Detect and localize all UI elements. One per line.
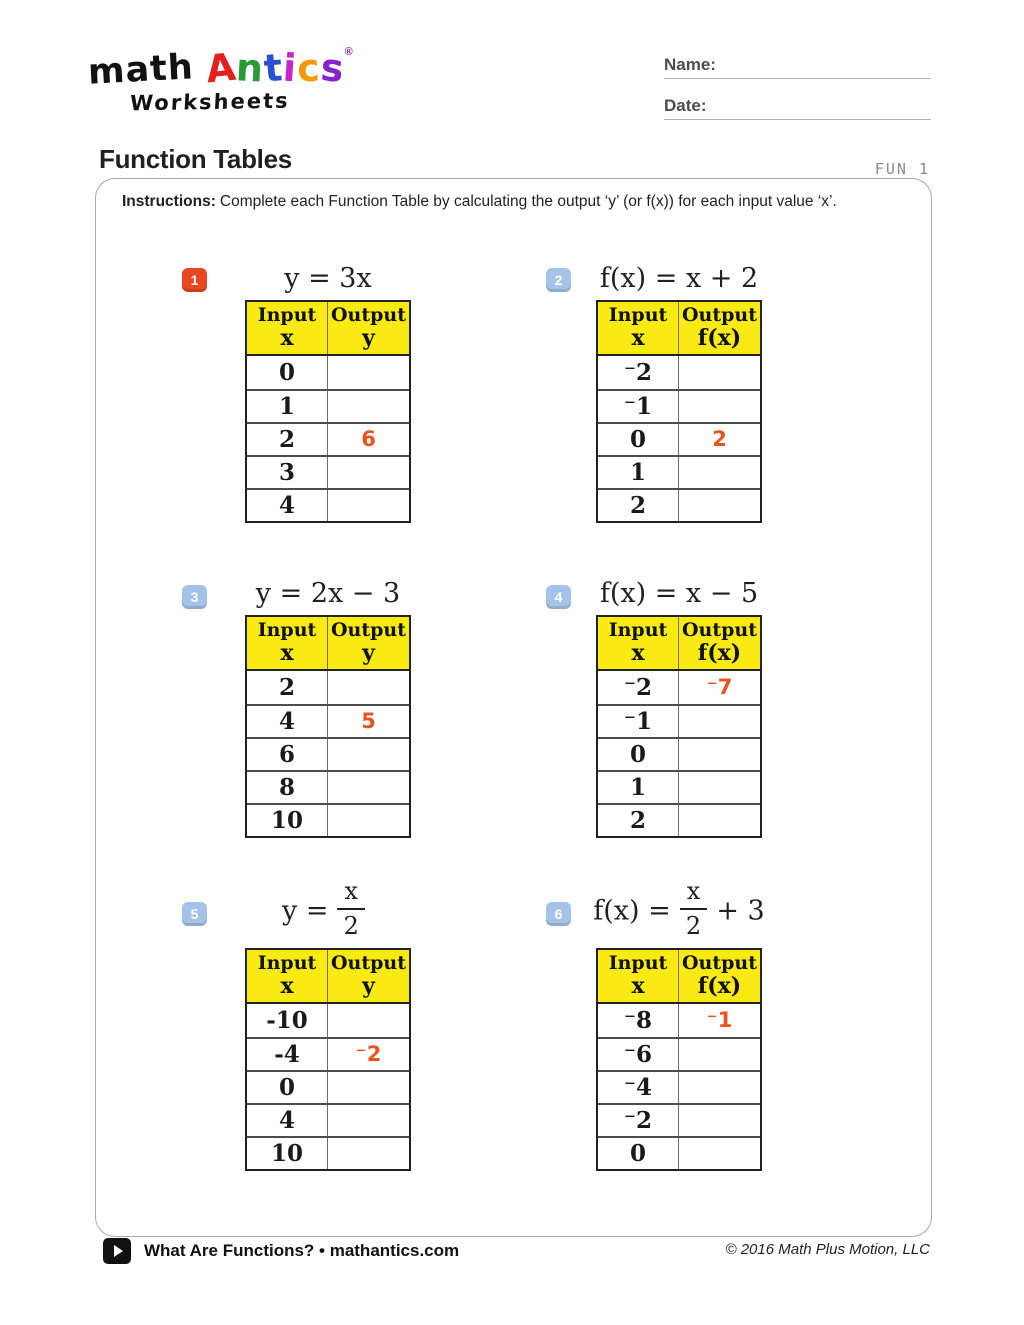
output-cell xyxy=(328,805,409,836)
input-cell: 0 xyxy=(598,1138,679,1169)
table-row xyxy=(598,803,760,836)
output-header: Output f(x) xyxy=(681,619,758,666)
problem-2-badge: 2 xyxy=(546,268,571,292)
output-cell xyxy=(679,1039,760,1070)
input-cell: 2 xyxy=(598,490,679,521)
equation-3: y = 2x − 3 xyxy=(255,577,401,609)
output-cell xyxy=(679,391,760,422)
table-row xyxy=(247,455,409,488)
table-row xyxy=(598,1103,760,1136)
output-header: Output f(x) xyxy=(681,952,758,999)
fraction: $\frac{x}{2}$ xyxy=(337,878,365,938)
play-icon xyxy=(103,1238,131,1264)
table-row xyxy=(247,770,409,803)
logo-word-antics: Antics xyxy=(203,44,347,92)
table-row xyxy=(598,389,760,422)
output-cell xyxy=(679,1072,760,1103)
output-cell xyxy=(328,391,409,422)
footer-video-link xyxy=(103,1238,459,1264)
equation-1: y = 3x xyxy=(284,262,372,294)
output-cell xyxy=(328,490,409,521)
name-field-line xyxy=(664,55,931,79)
instructions xyxy=(122,191,867,213)
table-row xyxy=(598,1136,760,1169)
fraction: $\frac{x}{2}$ xyxy=(680,878,708,938)
name-label: Name: xyxy=(664,55,716,74)
input-header: Input x xyxy=(247,617,328,669)
output-cell-answer: 5 xyxy=(361,709,376,734)
output-cell-answer: ⁻7 xyxy=(706,675,733,700)
input-cell: 4 xyxy=(247,490,328,521)
output-header: Output y xyxy=(330,304,407,351)
function-table-4 xyxy=(596,615,762,838)
table-row xyxy=(598,671,760,704)
registered-mark: ® xyxy=(344,46,353,58)
table-row xyxy=(598,737,760,770)
table-header xyxy=(598,950,760,1004)
output-cell xyxy=(679,356,760,389)
output-cell xyxy=(679,1105,760,1136)
input-cell: 0 xyxy=(598,424,679,455)
function-table-block-2 xyxy=(559,256,799,523)
logo-subtitle: Worksheets xyxy=(129,88,291,116)
output-cell xyxy=(328,457,409,488)
worksheet-code: FUN 1 xyxy=(874,160,930,178)
problem-4-badge: 4 xyxy=(546,585,571,609)
table-row xyxy=(598,770,760,803)
input-header: Input x xyxy=(598,617,679,669)
date-label: Date: xyxy=(664,96,707,115)
output-header: Output y xyxy=(330,619,407,666)
input-header: Input x xyxy=(247,950,328,1002)
table-row xyxy=(247,671,409,704)
problem-6-badge: 6 xyxy=(546,902,571,926)
input-cell: 1 xyxy=(598,457,679,488)
table-row xyxy=(247,1004,409,1037)
header-fields xyxy=(664,55,931,137)
copyright-text: © 2016 Math Plus Motion, LLC xyxy=(725,1241,930,1258)
table-row xyxy=(598,1037,760,1070)
input-cell: ⁻2 xyxy=(598,1105,679,1136)
input-cell: -10 xyxy=(247,1004,328,1037)
output-cell xyxy=(328,671,409,704)
table-row xyxy=(247,737,409,770)
table-header xyxy=(598,302,760,356)
table-row xyxy=(247,1103,409,1136)
equation-6: f(x) = $\frac{x}{2}$ + 3 xyxy=(593,877,765,940)
output-cell xyxy=(679,739,760,770)
table-row xyxy=(247,356,409,389)
output-cell xyxy=(328,739,409,770)
output-cell xyxy=(679,457,760,488)
date-field-line xyxy=(664,96,931,120)
function-table-block-5 xyxy=(208,876,448,1171)
table-header xyxy=(247,950,409,1004)
table-row xyxy=(247,422,409,455)
table-row xyxy=(598,1004,760,1037)
input-cell: 4 xyxy=(247,1105,328,1136)
output-cell-answer: ⁻1 xyxy=(706,1008,733,1033)
input-cell: 4 xyxy=(247,706,328,737)
problem-1-badge: 1 xyxy=(182,268,207,292)
instructions-text: Complete each Function Table by calculating the output ‘y’ (or f(x)) for each input value ‘x’. xyxy=(219,193,837,210)
input-cell: 0 xyxy=(247,1072,328,1103)
table-row xyxy=(247,1070,409,1103)
function-table-3 xyxy=(245,615,411,838)
input-cell: ⁻1 xyxy=(598,706,679,737)
output-cell xyxy=(328,1004,409,1037)
problem-3-badge: 3 xyxy=(182,585,207,609)
table-row xyxy=(247,803,409,836)
logo-wordmark xyxy=(87,44,353,93)
function-table-2 xyxy=(596,300,762,523)
page-title: Function Tables xyxy=(99,144,292,174)
output-cell xyxy=(328,1105,409,1136)
table-row xyxy=(247,704,409,737)
output-cell-answer: 6 xyxy=(361,427,376,452)
output-cell-answer: 2 xyxy=(712,427,727,452)
problem-5-badge: 5 xyxy=(182,902,207,926)
table-header xyxy=(247,302,409,356)
footer-video-text: What Are Functions? • mathantics.com xyxy=(144,1241,460,1260)
table-row xyxy=(598,422,760,455)
input-cell: 10 xyxy=(247,805,328,836)
output-header: Output y xyxy=(330,952,407,999)
table-row xyxy=(247,488,409,521)
input-cell: 6 xyxy=(247,739,328,770)
input-cell: 3 xyxy=(247,457,328,488)
table-row xyxy=(247,1136,409,1169)
table-row xyxy=(247,389,409,422)
output-cell xyxy=(328,356,409,389)
function-table-1 xyxy=(245,300,411,523)
table-row xyxy=(598,488,760,521)
function-table-block-6 xyxy=(559,876,799,1171)
function-table-block-3 xyxy=(208,571,448,838)
output-cell xyxy=(679,706,760,737)
table-header xyxy=(598,617,760,671)
table-row xyxy=(598,455,760,488)
input-cell: 1 xyxy=(598,772,679,803)
instructions-label: Instructions: xyxy=(122,193,216,210)
input-cell: ⁻1 xyxy=(598,391,679,422)
input-header: Input x xyxy=(247,302,328,354)
function-table-block-4 xyxy=(559,571,799,838)
output-cell xyxy=(679,772,760,803)
input-cell: ⁻2 xyxy=(598,356,679,389)
input-cell: 1 xyxy=(247,391,328,422)
output-cell xyxy=(328,772,409,803)
table-row xyxy=(598,356,760,389)
input-cell: 0 xyxy=(247,356,328,389)
input-cell: 0 xyxy=(598,739,679,770)
output-cell xyxy=(679,1138,760,1169)
table-row xyxy=(247,1037,409,1070)
function-table-block-1 xyxy=(208,256,448,523)
input-cell: ⁻8 xyxy=(598,1004,679,1037)
function-table-5 xyxy=(245,948,411,1171)
output-cell-answer: ⁻2 xyxy=(355,1042,382,1067)
equation-5: y = $\frac{x}{2}$ xyxy=(282,882,374,942)
input-cell: 8 xyxy=(247,772,328,803)
input-cell: ⁻4 xyxy=(598,1072,679,1103)
equation-2: f(x) = x + 2 xyxy=(599,262,759,294)
input-cell: 10 xyxy=(247,1138,328,1169)
input-cell: 2 xyxy=(247,424,328,455)
function-table-6 xyxy=(596,948,762,1171)
output-cell xyxy=(679,805,760,836)
input-cell: 2 xyxy=(247,671,328,704)
input-cell: ⁻6 xyxy=(598,1039,679,1070)
input-cell: ⁻2 xyxy=(598,671,679,704)
output-cell xyxy=(328,1072,409,1103)
logo-word-math: math xyxy=(87,47,195,93)
table-row xyxy=(598,1070,760,1103)
output-cell xyxy=(679,490,760,521)
table-row xyxy=(598,704,760,737)
equation-4: f(x) = x − 5 xyxy=(599,577,759,609)
input-header: Input x xyxy=(598,302,679,354)
input-header: Input x xyxy=(598,950,679,1002)
output-header: Output f(x) xyxy=(681,304,758,351)
math-antics-logo xyxy=(88,46,353,114)
output-cell xyxy=(328,1138,409,1169)
table-header xyxy=(247,617,409,671)
input-cell: 2 xyxy=(598,805,679,836)
input-cell: -4 xyxy=(247,1039,328,1070)
